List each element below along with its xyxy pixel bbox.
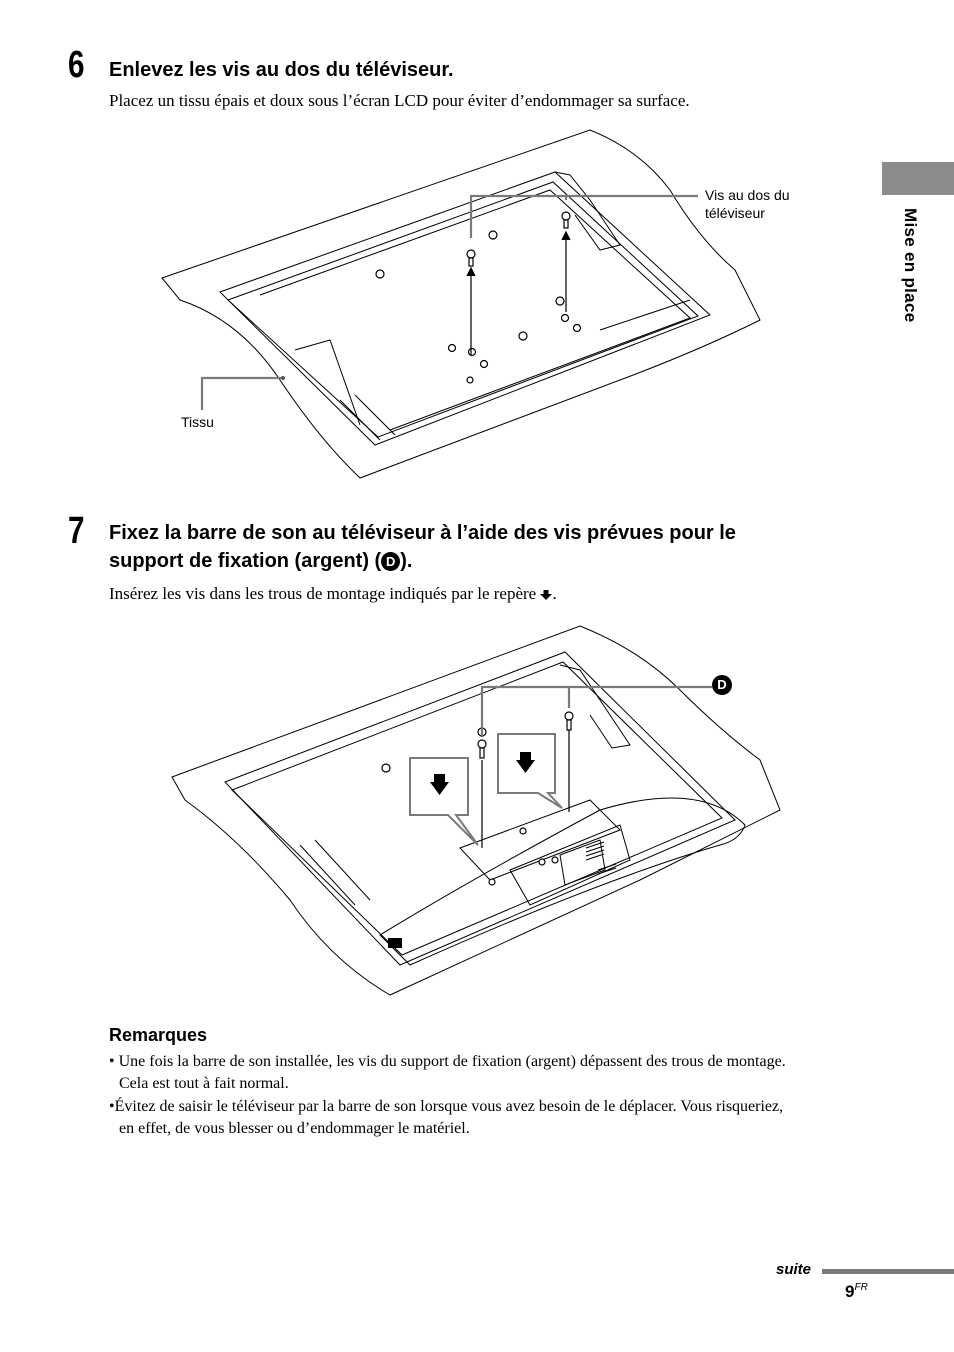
continued-label: suite xyxy=(776,1261,812,1278)
step-6-title: Enlevez les vis au dos du téléviseur. xyxy=(109,59,454,81)
step-7-number: 7 xyxy=(68,510,85,552)
step-6-text: Placez un tissu épais et doux sous l’écran LCD pour éviter d’endommager sa surface. xyxy=(109,91,690,110)
note-item: • Une fois la barre de son installée, les vis du support de fixation (argent) dépassent des trous de montage. Cela est tout à fait normal. xyxy=(109,1053,786,1092)
circle-d-badge-icon: D xyxy=(381,552,400,571)
screws-callout-line2: téléviseur xyxy=(705,205,765,221)
section-tab-label: Mise en place xyxy=(901,208,920,323)
cloth-shape xyxy=(172,626,780,995)
callout-d-badge-label: D xyxy=(717,677,727,692)
step-7-title-line1: Fixez la barre de son au téléviseur à l’aide des vis prévues pour le xyxy=(109,522,736,544)
step-7-title-line2: support de fixation (argent) ( D ). xyxy=(109,550,413,572)
screws-callout-line1: Vis au dos du xyxy=(705,187,790,203)
note-item: •Évitez de saisir le téléviseur par la barre de son lorsque vous avez besoin de le déplacer. Vous risqueriez, en effet, de vous blesser ou d’endommager le matériel. xyxy=(109,1098,784,1137)
continued-bar xyxy=(822,1269,954,1274)
cloth-callout: Tissu xyxy=(181,414,214,430)
step-6-number: 6 xyxy=(68,44,85,86)
page-number: $9^{FR}$ xyxy=(845,1282,868,1301)
step-7-text: Insérez les vis dans les trous de montage indiqués par le repère . xyxy=(109,584,557,603)
notes-title: Remarques xyxy=(109,1025,208,1045)
